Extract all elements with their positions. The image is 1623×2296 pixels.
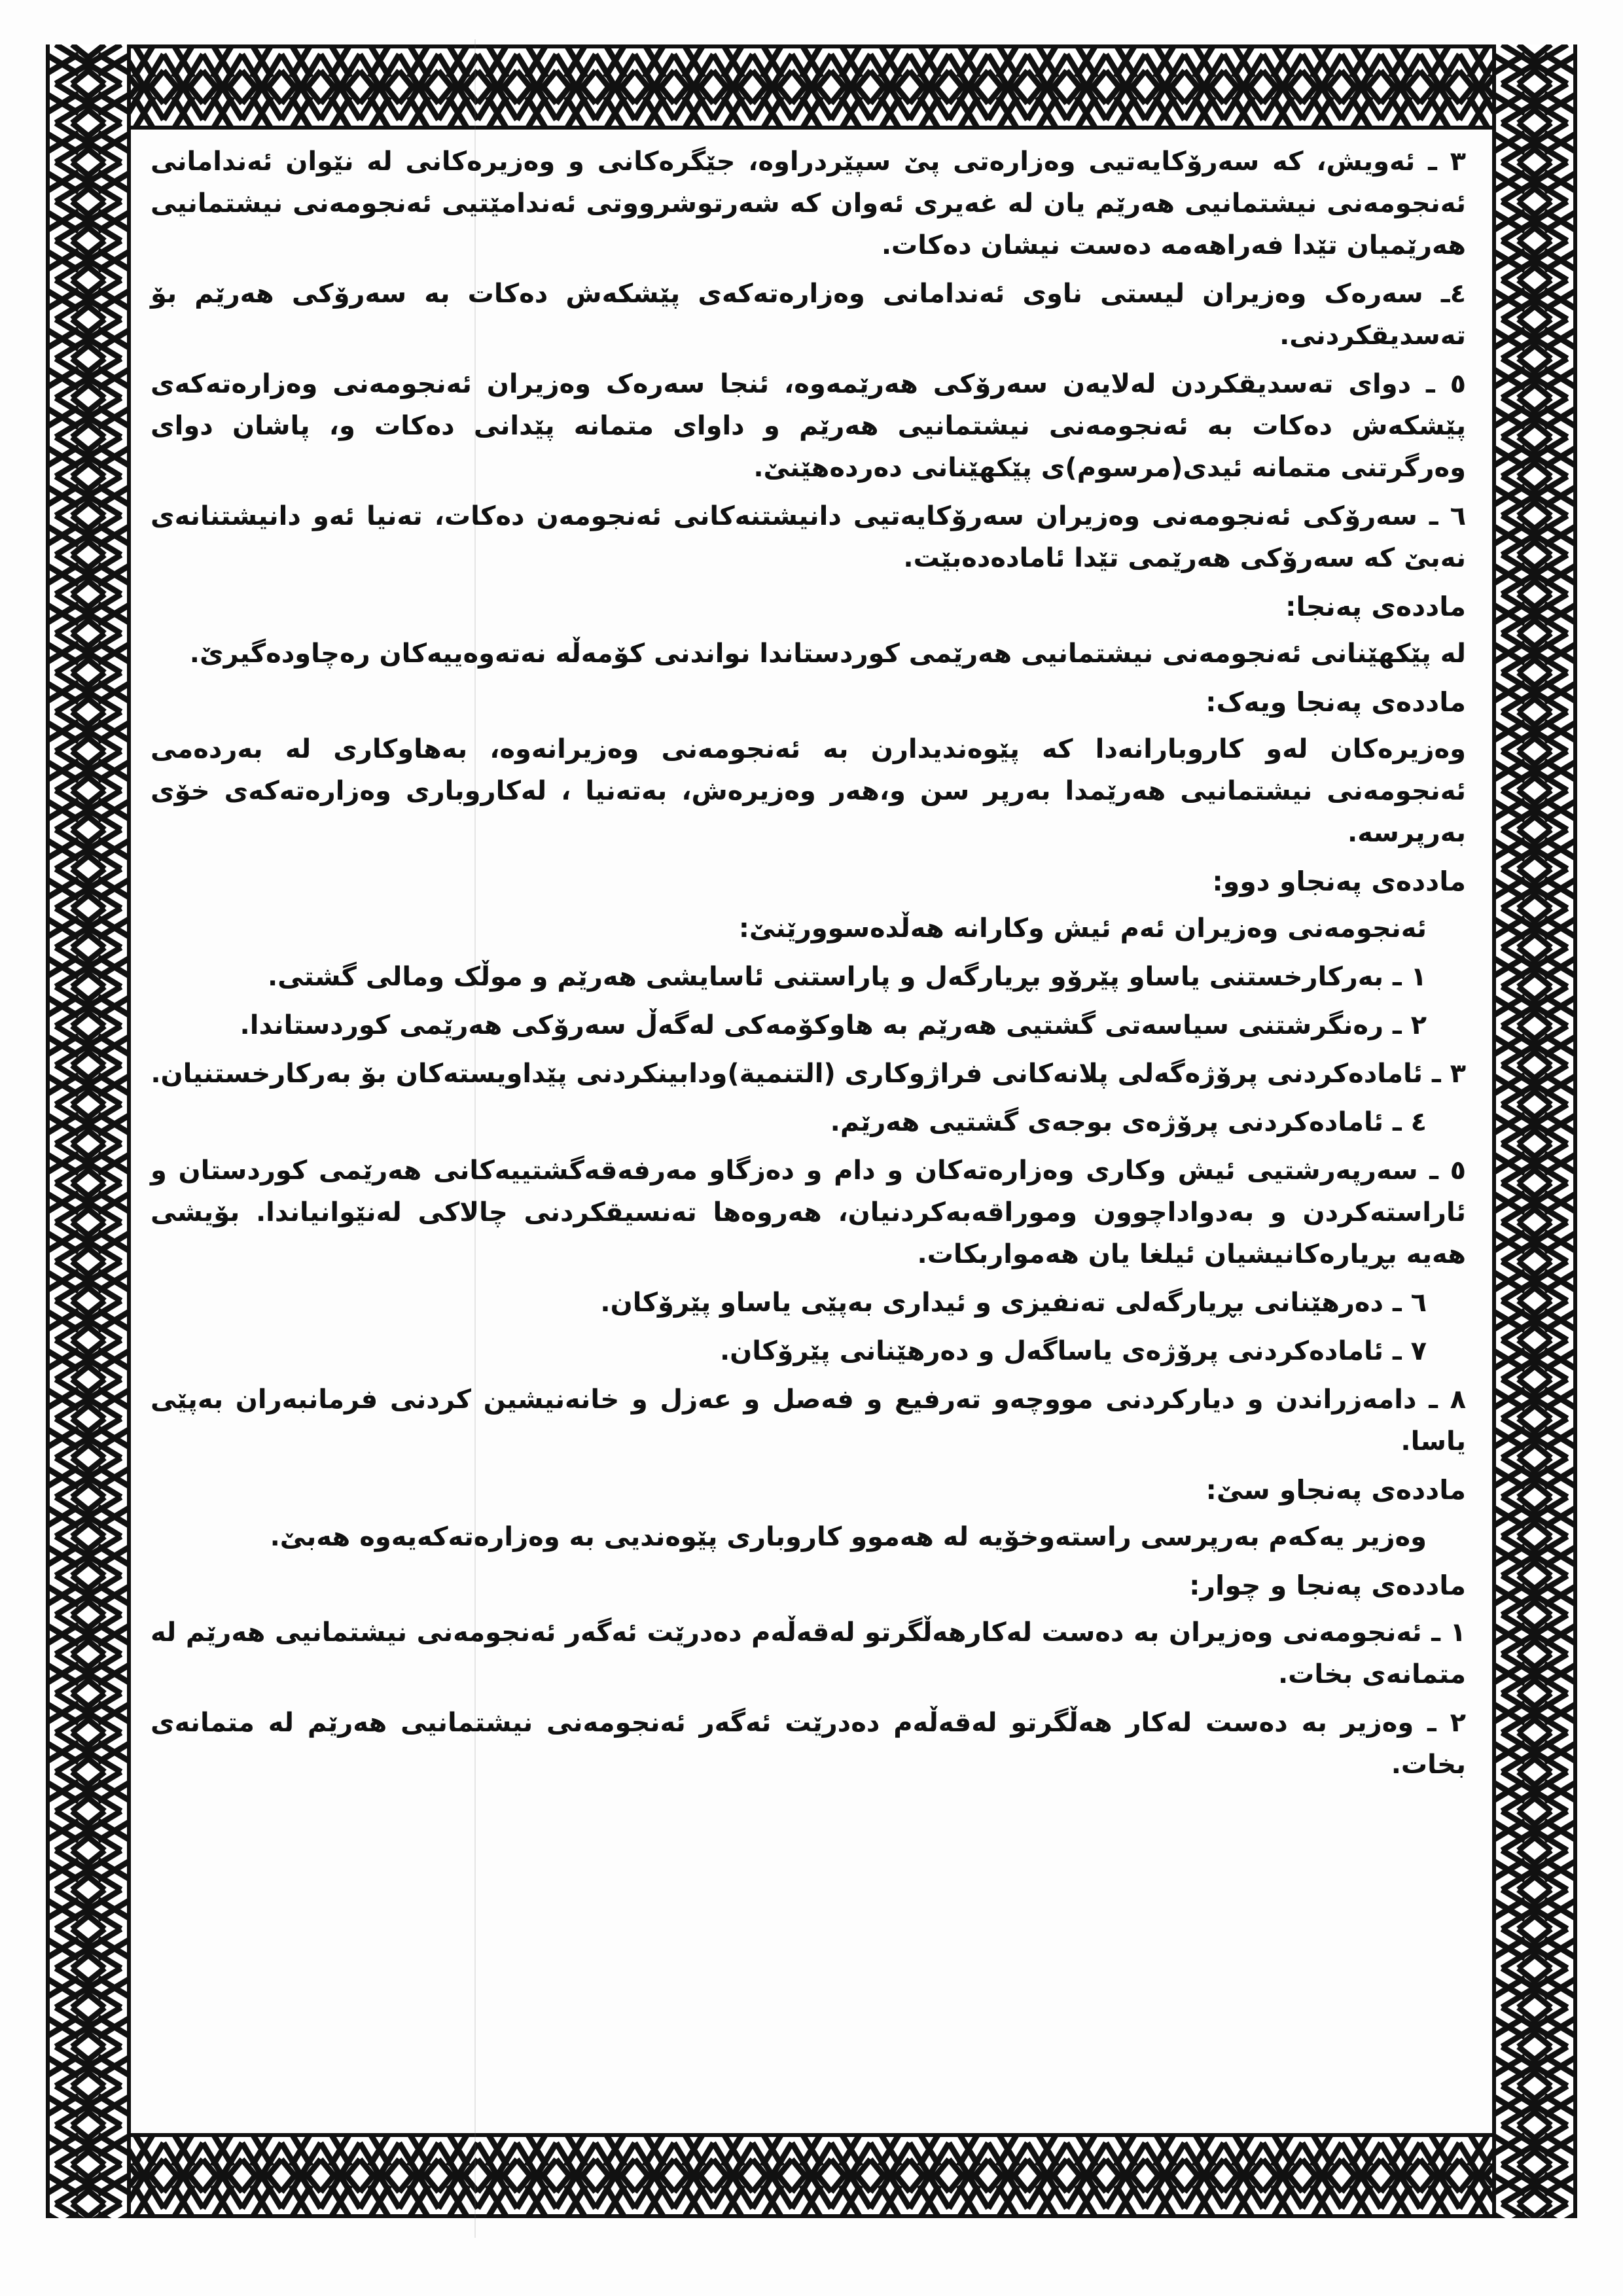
article-52-item-2: ٢ ـ رەنگرشتنی سیاسەتی گشتیی هەرێم بە هاوکۆمەکی لەگەڵ سەرۆکی هەرێمی کوردستاندا.: [240, 1010, 1427, 1040]
paragraph-4: ٤ـ سەرەک وەزیران لیستی ناوی ئەندامانی وەزارەتەکەی پێشکەش دەکات بە سەرۆکی هەرێم بۆ تەسدیقکردنی.: [151, 279, 1466, 351]
article-51-heading: ماددەی پەنجا ویەک:: [1205, 686, 1466, 718]
article-53-text: وەزیر یەکەم بەرپرسی راستەوخۆیە لە هەموو کاروباری پێوەندیی بە وەزارەتەکەیەوە هەبێ.: [270, 1522, 1427, 1552]
decorative-border-top: [46, 44, 1577, 130]
paragraph-5: ٥ ـ دوای تەسدیقکردن لەلایەن سەرۆکی هەرێمەوە، ئنجا سەرەک وەزیران ئەنجومەنی وەزارەتەکەی پێشکەش دەکات بە ئەنجومەنی نیشتمانیی هەرێم و داوای متمانە پێدانی دەکات و، پاشان دوای وەرگرتنی متمانە ئیدی(مرسوم)ی پێکهێنانی دەردەهێنێ.: [151, 369, 1466, 483]
article-54-heading: ماددەی پەنجا و چوار:: [1189, 1570, 1466, 1601]
document-body: [151, 141, 1466, 2123]
article-52-item-4: ٤ ـ ئامادەکردنی پرۆژەی بوجەی گشتیی هەرێم.: [830, 1107, 1427, 1137]
paragraph-6: ٦ ـ سەرۆکی ئەنجومەنی وەزیران سەرۆکایەتیی دانیشتنەکانی ئەنجومەن دەکات، تەنیا ئەو دانیشتنانەی نەبێ کە سەرۆکی هەرێمی تێدا ئامادەدەبێت.: [151, 501, 1466, 573]
decorative-border-bottom: [46, 2133, 1577, 2218]
paragraph-3: ٣ ـ ئەویش، کە سەرۆکایەتیی وەزارەتی پێ سپێردراوە، جێگرەکانی و وەزیرەکانی لە نێوان ئەندامانی ئەنجومەنی نیشتمانیی هەرێم یان لە غەیری ئەوان کە شەرتوشرووتی ئەندامێتیی ئەنجومەنی نیشتمانیی هەرێمیان تێدا فەراهەمە دەست نیشان دەکات.: [151, 147, 1466, 260]
article-52-intro: ئەنجومەنی وەزیران ئەم ئیش وکارانە هەڵدەسوورێنێ:: [738, 913, 1427, 944]
article-50-text: لە پێکهێنانی ئەنجومەنی نیشتمانیی هەرێمی کوردستاندا نواندنی کۆمەڵە نەتەوەییەکان رەچاودەگیرێ.: [189, 639, 1466, 669]
article-52-item-1: ١ ـ بەرکارخستنی یاساو پێرۆو بڕیارگەل و پاراستنی ئاسایشی هەرێم و موڵک ومالی گشتی.: [267, 962, 1427, 992]
article-52-item-6: ٦ ـ دەرهێنانی بڕیارگەلی تەنفیزی و ئیداری بەپێی یاساو پێرۆکان.: [600, 1288, 1427, 1318]
article-54-item-1: ١ ـ ئەنجومەنی وەزیران بە دەست لەکارهەڵگرتو لەقەڵەم دەدرێت ئەگەر ئەنجومەنی نیشتمانیی هەرێم لە متمانەی بخات.: [151, 1617, 1466, 1689]
article-53-heading: ماددەی پەنجاو سێ:: [1205, 1474, 1466, 1506]
article-52-item-3: ٣ ـ ئامادەکردنی پرۆژەگەلی پلانەکانی فراژوکاری (التنمیة)ودابینکردنی پێداویستەکان بۆ بەرکارخستنیان.: [151, 1059, 1466, 1089]
article-52-item-5: ٥ ـ سەرپەرشتیی ئیش وکاری وەزارەتەکان و دام و دەزگاو مەرفەقەگشتییەکانی هەرێمی کوردستان و ئاراستەکردن و بەدواداچوون وموراقەبەکردنیان، هەروەها تەنسیقکردنی چالاکی لەنێوانیاندا. بۆیشی هەیە بڕیارەکانیشیان ئیلغا یان هەمواربکات.: [151, 1156, 1466, 1269]
decorative-border-left: [46, 44, 131, 2218]
article-50-heading: ماددەی پەنجا:: [1285, 591, 1466, 622]
article-52-heading: ماددەی پەنجاو دوو:: [1212, 866, 1466, 897]
article-52-item-7: ٧ ـ ئامادەکردنی پرۆژەی یاساگەل و دەرهێنانی پێرۆکان.: [719, 1336, 1427, 1366]
article-52-item-8: ٨ ـ دامەزراندن و دیارکردنی مووچەو تەرفیع و فەصل و عەزل و خانەنیشین کردنی فرمانبەران بەپێی یاسا.: [151, 1385, 1466, 1457]
article-51-text: وەزیرەکان لەو کاروبارانەدا کە پێوەندیدارن بە ئەنجومەنی وەزیرانەوە، بەهاوکاری لە بەردەمی ئەنجومەنی نیشتمانیی هەرێمدا بەرپر سن و،هەر وەزیرەش، بەتەنیا ، لەکاروباری وەزارەتەکەی خۆی بەرپرسە.: [151, 734, 1466, 848]
decorative-border-right: [1492, 44, 1577, 2218]
article-54-item-2: ٢ ـ وەزیر بە دەست لەکار هەڵگرتو لەقەڵەم دەدرێت ئەگەر ئەنجومەنی نیشتمانیی هەرێم لە متمانەی بخات.: [151, 1708, 1466, 1780]
